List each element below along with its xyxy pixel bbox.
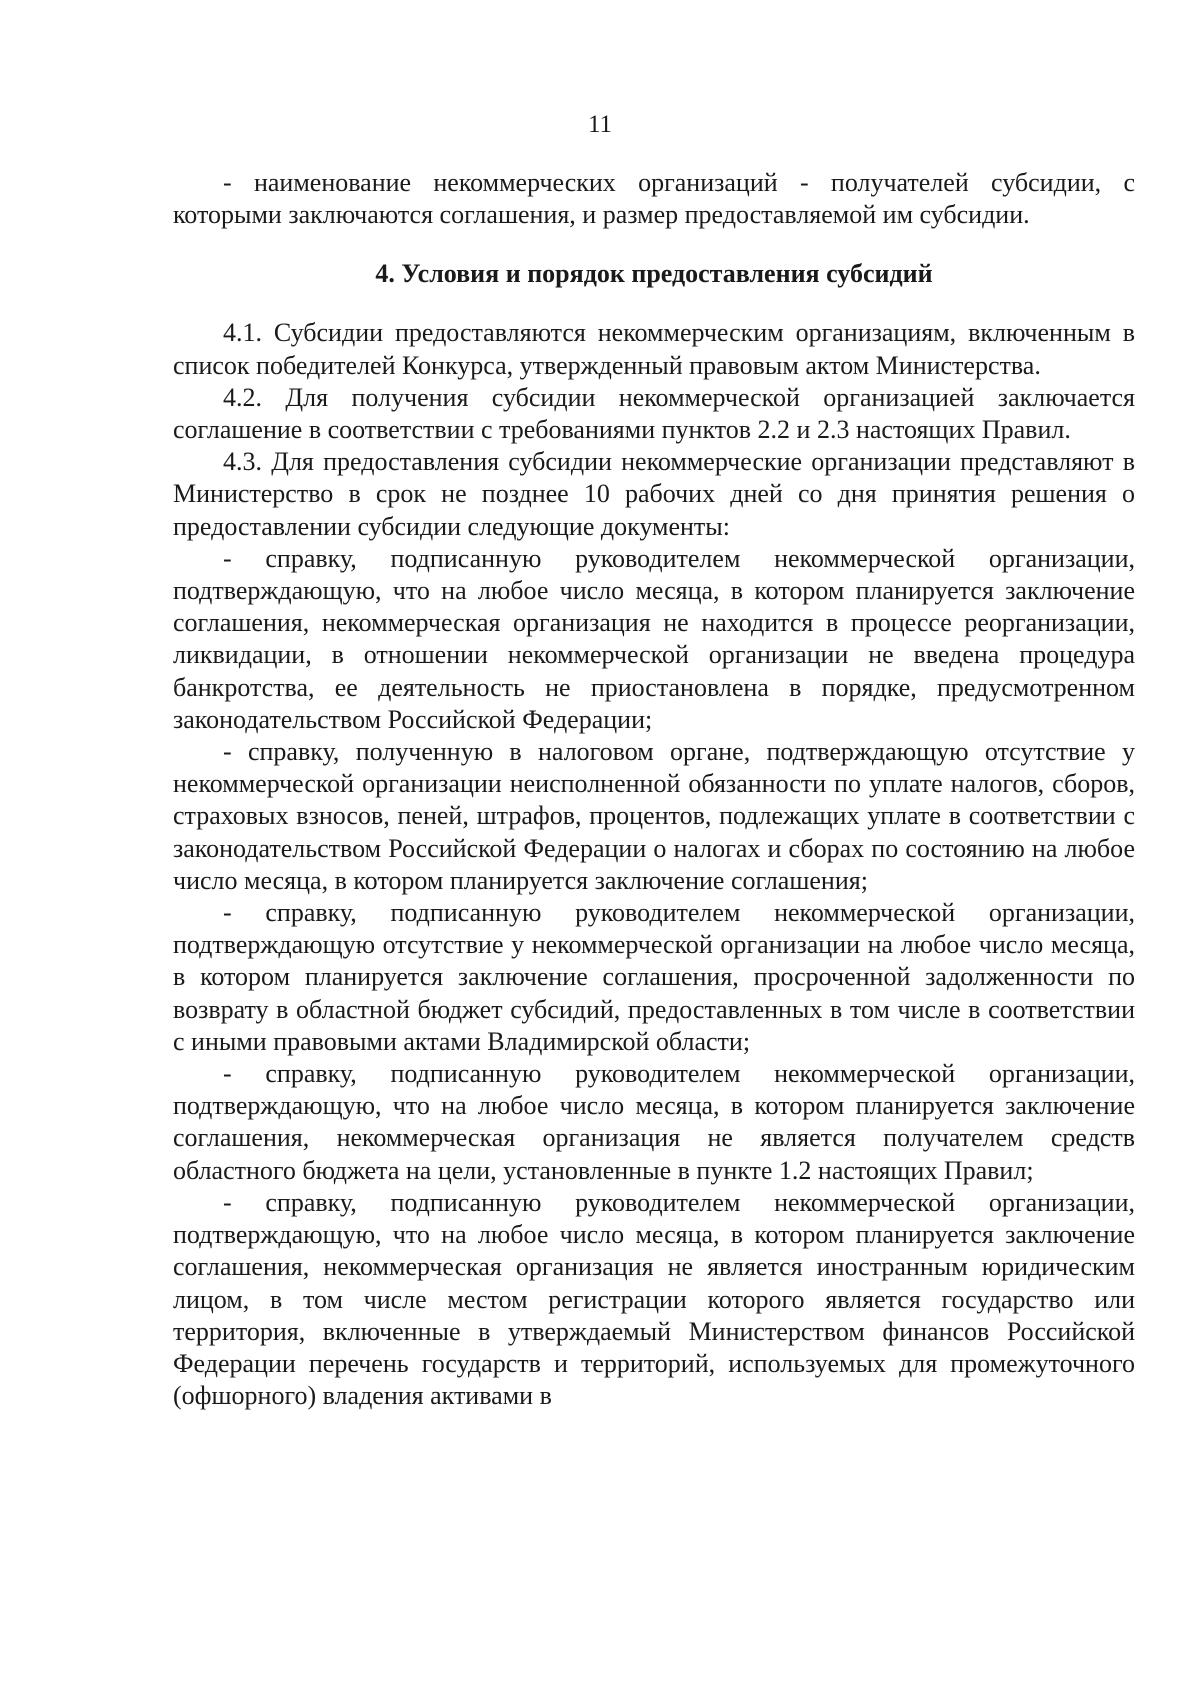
document-body	[173, 167, 1135, 1412]
page-number: 11	[587, 111, 613, 138]
document-item-not-budget-recipient: - справку, подписанную руководителем некоммерческой организации, подтверждающую, что на любое число месяца, в котором планируется заключение соглашения, некоммерческая организация не является получателем средств областного бюджета на цели, установленные в пункте 1.2 настоящих Правил;	[173, 1059, 1135, 1185]
paragraph-4-1: 4.1. Субсидии предоставляются некоммерческим организациям, включенным в список победителей Конкурса, утвержденный правовым актом Министерства.	[173, 318, 1135, 380]
document-item-no-overdue-debt: - справку, подписанную руководителем некоммерческой организации, подтверждающую отсутствие у некоммерческой организации на любое число месяца, в котором планируется заключение соглашения, просроченной задолженности по возврату в областной бюджет субсидий, предоставленных в том числе в соответствии с иными правовыми актами Владимирской области;	[173, 898, 1135, 1056]
intro-paragraph: - наименование некоммерческих организаций - получателей субсидии, с которыми заключаются соглашения, и размер предоставляемой им субсидии.	[173, 168, 1135, 230]
section-heading: 4. Условия и порядок предоставления субсидий	[375, 259, 933, 289]
paragraph-4-3: 4.3. Для предоставления субсидии некоммерческие организации представляют в Министерство в срок не позднее 10 рабочих дней со дня принятия решения о предоставлении субсидии следующие документы:	[173, 447, 1135, 541]
document-item-reorganization: - справку, подписанную руководителем некоммерческой организации, подтверждающую, что на любое число месяца, в котором планируется заключение соглашения, некоммерческая организация не находится в процессе реорганизации, ликвидации, в отношении некоммерческой организации не введена процедура банкротства, ее деятельность не приостановлена в порядке, предусмотренном законодательством Российской Федерации;	[173, 543, 1135, 734]
paragraph-4-2: 4.2. Для получения субсидии некоммерческой организацией заключается соглашение в соответствии с требованиями пунктов 2.2 и 2.3 настоящих Правил.	[173, 382, 1135, 445]
document-item-tax-certificate: - справку, полученную в налоговом органе, подтверждающую отсутствие у некоммерческой организации неисполненной обязанности по уплате налогов, сборов, страховых взносов, пеней, штрафов, процентов, подлежащих уплате в соответствии с законодательством Российской Федерации о налогах и сборах по состоянию на любое число месяца, в котором планируется заключение соглашения;	[173, 737, 1135, 895]
document-item-not-foreign-entity: - справку, подписанную руководителем некоммерческой организации, подтверждающую, что на любое число месяца, в котором планируется заключение соглашения, некоммерческая организация не является иностранным юридическим лицом, в том числе местом регистрации которого является государство или территория, включенные в утверждаемый Министерством финансов Российской Федерации перечень государств и территорий, используемых для промежуточного (офшорного) владения активами в	[173, 1187, 1135, 1411]
